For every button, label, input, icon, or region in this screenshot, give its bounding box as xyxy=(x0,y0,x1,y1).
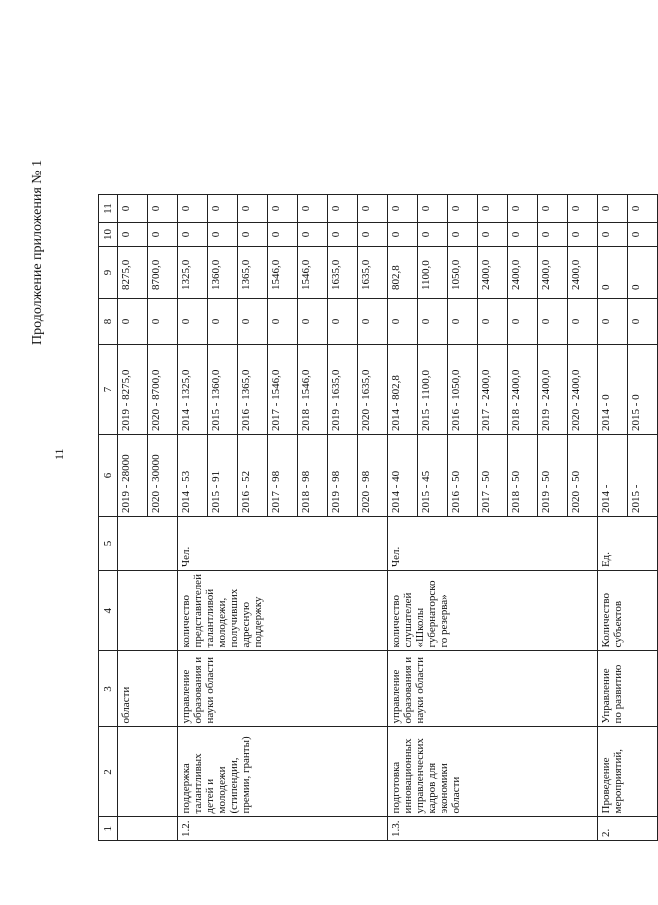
table-cell: 2020 - 50 xyxy=(568,435,598,517)
table-cell: 2018 - 50 xyxy=(508,435,538,517)
table-cell: 2017 - 2400,0 xyxy=(478,345,508,435)
table-cell: 2016 - 52 xyxy=(238,435,268,517)
table-cell: управление образования и науки области xyxy=(388,651,598,727)
table-cell: 0 xyxy=(358,223,388,247)
table-row xyxy=(598,195,628,841)
table-cell: 2015 - 1100,0 xyxy=(418,345,448,435)
table-cell: Чел. xyxy=(388,517,598,571)
table-cell: 9 xyxy=(99,247,118,299)
table-cell: подготовка инновационных управленческих кадров для экономики области xyxy=(388,727,598,817)
table-cell: 0 xyxy=(118,223,148,247)
table-cell: 1 xyxy=(99,817,118,841)
table-cell: 5 xyxy=(99,517,118,571)
table-cell: 3 xyxy=(99,651,118,727)
table-cell: 2015 - 1360,0 xyxy=(208,345,238,435)
table-cell: 2017 - 50 xyxy=(478,435,508,517)
table-cell: 0 xyxy=(568,299,598,345)
table-cell: 1.3. xyxy=(388,817,598,841)
table-cell: 2400,0 xyxy=(508,247,538,299)
table-cell: 1635,0 xyxy=(358,247,388,299)
table-cell: 0 xyxy=(298,195,328,223)
table-cell: 2016 - 1365,0 xyxy=(238,345,268,435)
table-cell: 0 xyxy=(418,299,448,345)
header-row xyxy=(99,195,118,841)
table-cell: 0 xyxy=(388,223,418,247)
table-cell xyxy=(118,727,178,817)
table-cell: 0 xyxy=(478,299,508,345)
page-number: 11 xyxy=(52,448,66,460)
table-cell: 0 xyxy=(238,195,268,223)
table-cell: управление образования и науки области xyxy=(178,651,388,727)
table-cell: 0 xyxy=(268,223,298,247)
table-cell: 1365,0 xyxy=(238,247,268,299)
table-cell: 0 xyxy=(208,195,238,223)
table-cell: 0 xyxy=(148,299,178,345)
table-cell: 2014 - 0 xyxy=(598,345,628,435)
table-cell: 2020 - 98 xyxy=(358,435,388,517)
table-cell: 2015 - 91 xyxy=(208,435,238,517)
table-cell: 0 xyxy=(358,195,388,223)
table-cell: 0 xyxy=(268,195,298,223)
table-cell: 0 xyxy=(328,223,358,247)
table-cell: 0 xyxy=(388,195,418,223)
page-header: Продолжение приложения № 1 xyxy=(30,159,45,345)
table-cell: 0 xyxy=(238,299,268,345)
table-cell: 2017 - 1546,0 xyxy=(268,345,298,435)
table-row xyxy=(388,195,418,841)
table-cell: 0 xyxy=(628,195,658,223)
table-cell: 1546,0 xyxy=(268,247,298,299)
table-cell: 0 xyxy=(418,223,448,247)
table-cell: 2020 - 2400,0 xyxy=(568,345,598,435)
table-cell: 2018 - 2400,0 xyxy=(508,345,538,435)
table-cell: 8 xyxy=(99,299,118,345)
table-cell: 1360,0 xyxy=(208,247,238,299)
table-cell: 2015 - 45 xyxy=(418,435,448,517)
table-cell: 0 xyxy=(598,223,628,247)
table-cell: 4 xyxy=(99,571,118,651)
table-cell: 0 xyxy=(478,223,508,247)
table-cell: 0 xyxy=(568,223,598,247)
table-cell xyxy=(118,571,178,651)
table-cell: 6 xyxy=(99,435,118,517)
table-cell: 1.2. xyxy=(178,817,388,841)
table-cell: 0 xyxy=(418,195,448,223)
table-cell: 802,8 xyxy=(388,247,418,299)
table-cell: 0 xyxy=(178,299,208,345)
table-cell: 0 xyxy=(148,223,178,247)
table-cell: 0 xyxy=(568,195,598,223)
table-cell: 1635,0 xyxy=(328,247,358,299)
table-cell: 10 xyxy=(99,223,118,247)
table-cell: 0 xyxy=(538,223,568,247)
table-cell: 7 xyxy=(99,345,118,435)
table-cell: 0 xyxy=(148,195,178,223)
table-cell: количество слушателей «Школы губернаторско го резерва» xyxy=(388,571,598,651)
table-cell: 0 xyxy=(118,299,148,345)
appendix-table xyxy=(98,194,658,841)
table-cell: 2020 - 30000 xyxy=(148,435,178,517)
table-cell: 0 xyxy=(628,299,658,345)
table-cell: 0 xyxy=(478,195,508,223)
table-cell: 0 xyxy=(178,223,208,247)
table-cell: 2019 - 8275,0 xyxy=(118,345,148,435)
table-cell: 2020 - 1635,0 xyxy=(358,345,388,435)
table-cell: 8275,0 xyxy=(118,247,148,299)
table-cell: 2 xyxy=(99,727,118,817)
table-cell xyxy=(118,817,178,841)
table-row xyxy=(178,195,208,841)
table-cell: 0 xyxy=(118,195,148,223)
table-cell: 2019 - 1635,0 xyxy=(328,345,358,435)
table-cell: 0 xyxy=(628,247,658,299)
table-cell: 1100,0 xyxy=(418,247,448,299)
table-cell: 0 xyxy=(598,247,628,299)
table-cell: 0 xyxy=(448,223,478,247)
table-cell: 2020 - 8700,0 xyxy=(148,345,178,435)
table-cell: 2014 - 53 xyxy=(178,435,208,517)
table-cell: Управление по развитию xyxy=(598,651,658,727)
table-cell: 2014 - 40 xyxy=(388,435,418,517)
table-cell: 2014 - 802,8 xyxy=(388,345,418,435)
table-row xyxy=(118,195,148,841)
table-cell: 2400,0 xyxy=(568,247,598,299)
table-cell: 0 xyxy=(208,223,238,247)
table-cell: 0 xyxy=(298,223,328,247)
table-cell: Проведение мероприятий, xyxy=(598,727,658,817)
table-cell: 0 xyxy=(238,223,268,247)
table-cell: 2015 - 0 xyxy=(628,345,658,435)
table-body xyxy=(99,195,658,841)
table-cell: 11 xyxy=(99,195,118,223)
table-cell: 2016 - 50 xyxy=(448,435,478,517)
table-cell: 0 xyxy=(448,299,478,345)
table-cell: 0 xyxy=(598,195,628,223)
table-cell: 0 xyxy=(538,299,568,345)
table-cell: Чел. xyxy=(178,517,388,571)
table-cell: 0 xyxy=(628,223,658,247)
table-cell: 2. xyxy=(598,817,658,841)
table-cell: поддержка талантливых детей и молодежи (стипендии, премии, гранты) xyxy=(178,727,388,817)
table-cell: 1546,0 xyxy=(298,247,328,299)
table-cell: 2019 - 2400,0 xyxy=(538,345,568,435)
table-cell: 0 xyxy=(328,195,358,223)
table-cell: Количество субъектов xyxy=(598,571,658,651)
table-cell: 2019 - 50 xyxy=(538,435,568,517)
table-cell: 2400,0 xyxy=(478,247,508,299)
table-cell: 0 xyxy=(328,299,358,345)
table-cell: 0 xyxy=(538,195,568,223)
table-cell: 2014 - xyxy=(598,435,628,517)
table-cell: 2014 - 1325,0 xyxy=(178,345,208,435)
table-cell: 0 xyxy=(298,299,328,345)
table-cell: 1050,0 xyxy=(448,247,478,299)
table-cell: 2400,0 xyxy=(538,247,568,299)
table-cell: 2015 - xyxy=(628,435,658,517)
table-cell: 8700,0 xyxy=(148,247,178,299)
table-cell: 0 xyxy=(448,195,478,223)
table-cell: 0 xyxy=(508,195,538,223)
table-cell: 0 xyxy=(268,299,298,345)
table-cell: Ед. xyxy=(598,517,658,571)
table-cell: 2017 - 98 xyxy=(268,435,298,517)
table-cell xyxy=(118,517,178,571)
table-cell: области xyxy=(118,651,178,727)
table-cell: 0 xyxy=(508,299,538,345)
table-cell: 0 xyxy=(508,223,538,247)
table-cell: количество представителей талантливой молодежи, получивших адресную поддержку xyxy=(178,571,388,651)
table-cell: 2019 - 98 xyxy=(328,435,358,517)
table-cell: 0 xyxy=(598,299,628,345)
table-cell: 2019 - 28000 xyxy=(118,435,148,517)
table-cell: 2018 - 98 xyxy=(298,435,328,517)
table-cell: 0 xyxy=(208,299,238,345)
table-cell: 0 xyxy=(178,195,208,223)
table-cell: 2016 - 1050,0 xyxy=(448,345,478,435)
table-cell: 2018 - 1546,0 xyxy=(298,345,328,435)
table-cell: 0 xyxy=(358,299,388,345)
table-cell: 0 xyxy=(388,299,418,345)
table-cell: 1325,0 xyxy=(178,247,208,299)
